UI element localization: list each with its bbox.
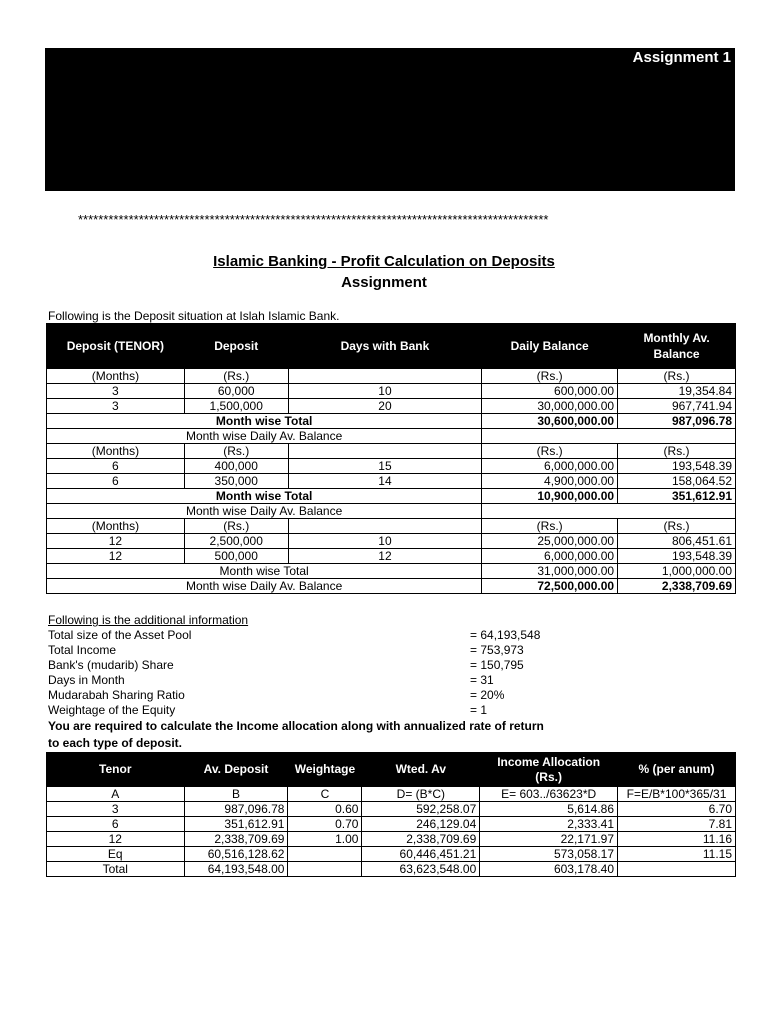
cell: 6,000,000.00 bbox=[482, 549, 618, 564]
cell: 158,064.52 bbox=[618, 474, 736, 489]
document-subtitle: Assignment bbox=[341, 274, 427, 291]
cell: 351,612.91 bbox=[184, 817, 288, 832]
cell: 22,171.97 bbox=[480, 832, 618, 847]
total-label: Month wise Total bbox=[47, 489, 482, 504]
cell: 14 bbox=[288, 474, 482, 489]
cell: 500,000 bbox=[184, 549, 288, 564]
cell: F=E/B*100*365/31 bbox=[618, 787, 736, 802]
cell: 6,000,000.00 bbox=[482, 459, 618, 474]
cell: 60,000 bbox=[184, 384, 288, 399]
units-row bbox=[47, 519, 736, 534]
cell: E= 603../63623*D bbox=[480, 787, 618, 802]
info-label: Total Income bbox=[48, 643, 117, 657]
cell: 19,354.84 bbox=[618, 384, 736, 399]
avg-label: Month wise Daily Av. Balance bbox=[47, 429, 482, 444]
allocation-table-header bbox=[47, 753, 736, 787]
assignment-title: Assignment 1 bbox=[632, 49, 731, 66]
table-row bbox=[47, 832, 736, 847]
table-row bbox=[47, 399, 736, 414]
info-value: = 150,795 bbox=[470, 658, 524, 672]
separator-line: ********************************************************************************************* bbox=[78, 212, 549, 227]
col-header: Deposit (TENOR) bbox=[47, 324, 185, 369]
col-header: Days with Bank bbox=[288, 324, 482, 369]
info-item bbox=[48, 673, 748, 688]
cell: 4,900,000.00 bbox=[482, 474, 618, 489]
cell: 1.00 bbox=[288, 832, 362, 847]
total-row bbox=[47, 414, 736, 429]
cell: 600,000.00 bbox=[482, 384, 618, 399]
cell: (Months) bbox=[47, 444, 185, 459]
total-monthly: 351,612.91 bbox=[618, 489, 736, 504]
cell: (Rs.) bbox=[184, 519, 288, 534]
total-daily: 31,000,000.00 bbox=[482, 564, 618, 579]
table-row bbox=[47, 847, 736, 862]
cell: 6 bbox=[47, 459, 185, 474]
cell: 0.70 bbox=[288, 817, 362, 832]
table-row bbox=[47, 474, 736, 489]
avg-row bbox=[47, 579, 736, 594]
avg-label: Month wise Daily Av. Balance bbox=[47, 504, 482, 519]
cell: 806,451.61 bbox=[618, 534, 736, 549]
table-row bbox=[47, 802, 736, 817]
cell: 12 bbox=[288, 549, 482, 564]
cell: 5,614.86 bbox=[480, 802, 618, 817]
col-header: Weightage bbox=[288, 753, 362, 787]
avg-label: Month wise Daily Av. Balance bbox=[47, 579, 482, 594]
cell: 11.16 bbox=[618, 832, 736, 847]
info-item bbox=[48, 658, 748, 673]
cell bbox=[288, 444, 482, 459]
cell: 30,000,000.00 bbox=[482, 399, 618, 414]
cell: 15 bbox=[288, 459, 482, 474]
cell: 2,500,000 bbox=[184, 534, 288, 549]
cell: C bbox=[288, 787, 362, 802]
info-item bbox=[48, 688, 748, 703]
cell: 3 bbox=[47, 802, 185, 817]
cell: 603,178.40 bbox=[480, 862, 618, 877]
cell: B bbox=[184, 787, 288, 802]
info-label: Total size of the Asset Pool bbox=[48, 628, 192, 642]
cell bbox=[288, 847, 362, 862]
header-banner bbox=[45, 48, 735, 191]
col-header: Wted. Av bbox=[362, 753, 480, 787]
cell bbox=[288, 862, 362, 877]
cell: 63,623,548.00 bbox=[362, 862, 480, 877]
cell: (Rs.) bbox=[184, 444, 288, 459]
document-title: Islamic Banking - Profit Calculation on Deposits bbox=[213, 253, 555, 270]
cell: 12 bbox=[47, 549, 185, 564]
table-row bbox=[47, 534, 736, 549]
info-item bbox=[48, 628, 748, 643]
cell bbox=[482, 504, 736, 519]
table-row bbox=[47, 384, 736, 399]
info-value: = 64,193,548 bbox=[470, 628, 541, 642]
intro-text: Following is the Deposit situation at Islah Islamic Bank. bbox=[48, 309, 340, 323]
info-label: Mudarabah Sharing Ratio bbox=[48, 688, 185, 702]
col-header: Daily Balance bbox=[482, 324, 618, 369]
cell: 246,129.04 bbox=[362, 817, 480, 832]
cell: Total bbox=[47, 862, 185, 877]
cell: (Rs.) bbox=[184, 369, 288, 384]
cell: 3 bbox=[47, 399, 185, 414]
total-monthly: 1,000,000.00 bbox=[618, 564, 736, 579]
cell: (Rs.) bbox=[618, 519, 736, 534]
cell: (Rs.) bbox=[618, 444, 736, 459]
cell: 25,000,000.00 bbox=[482, 534, 618, 549]
cell: (Rs.) bbox=[618, 369, 736, 384]
info-value: = 31 bbox=[470, 673, 494, 687]
total-daily: 30,600,000.00 bbox=[482, 414, 618, 429]
cell: D= (B*C) bbox=[362, 787, 480, 802]
total-row bbox=[47, 564, 736, 579]
col-header: Av. Deposit bbox=[184, 753, 288, 787]
cell: 7.81 bbox=[618, 817, 736, 832]
avg-monthly: 2,338,709.69 bbox=[618, 579, 736, 594]
cell: (Rs.) bbox=[482, 444, 618, 459]
cell: Eq bbox=[47, 847, 185, 862]
requirement-line: You are required to calculate the Income allocation along with annualized rate of return bbox=[48, 719, 544, 733]
cell: 6 bbox=[47, 817, 185, 832]
cell: 2,338,709.69 bbox=[184, 832, 288, 847]
requirement-line: to each type of deposit. bbox=[48, 736, 183, 750]
total-row bbox=[47, 862, 736, 877]
cell: 10 bbox=[288, 384, 482, 399]
avg-row bbox=[47, 429, 736, 444]
cell: (Rs.) bbox=[482, 369, 618, 384]
cell: 1,500,000 bbox=[184, 399, 288, 414]
cell: 400,000 bbox=[184, 459, 288, 474]
cell bbox=[482, 429, 736, 444]
total-label: Month wise Total bbox=[47, 414, 482, 429]
total-row bbox=[47, 489, 736, 504]
col-header: Monthly Av. Balance bbox=[618, 324, 736, 369]
info-label: Bank's (mudarib) Share bbox=[48, 658, 174, 672]
cell: 987,096.78 bbox=[184, 802, 288, 817]
deposit-table-header bbox=[47, 324, 736, 369]
units-row bbox=[47, 444, 736, 459]
cell: 10 bbox=[288, 534, 482, 549]
additional-heading: Following is the additional information bbox=[48, 613, 249, 627]
cell: 350,000 bbox=[184, 474, 288, 489]
info-value: = 753,973 bbox=[470, 643, 524, 657]
info-item bbox=[48, 703, 748, 718]
info-item bbox=[48, 643, 748, 658]
avg-row bbox=[47, 504, 736, 519]
total-label: Month wise Total bbox=[47, 564, 482, 579]
cell bbox=[288, 369, 482, 384]
cell: 11.15 bbox=[618, 847, 736, 862]
total-monthly: 987,096.78 bbox=[618, 414, 736, 429]
table-row bbox=[47, 549, 736, 564]
cell: (Months) bbox=[47, 519, 185, 534]
cell: 193,548.39 bbox=[618, 459, 736, 474]
info-value: = 1 bbox=[470, 703, 488, 717]
info-label: Days in Month bbox=[48, 673, 125, 687]
col-header: Income Allocation (Rs.) bbox=[480, 753, 618, 787]
cell: 60,516,128.62 bbox=[184, 847, 288, 862]
cell: 12 bbox=[47, 534, 185, 549]
cell: 193,548.39 bbox=[618, 549, 736, 564]
cell: 592,258.07 bbox=[362, 802, 480, 817]
cell: 6 bbox=[47, 474, 185, 489]
info-label: Weightage of the Equity bbox=[48, 703, 176, 717]
cell: (Months) bbox=[47, 369, 185, 384]
formula-row bbox=[47, 787, 736, 802]
cell: 60,446,451.21 bbox=[362, 847, 480, 862]
cell: 2,333.41 bbox=[480, 817, 618, 832]
col-header: % (per anum) bbox=[618, 753, 736, 787]
allocation-table bbox=[46, 752, 736, 877]
cell bbox=[618, 862, 736, 877]
info-value: = 20% bbox=[470, 688, 505, 702]
cell: 3 bbox=[47, 384, 185, 399]
cell: 64,193,548.00 bbox=[184, 862, 288, 877]
cell: 20 bbox=[288, 399, 482, 414]
additional-info bbox=[48, 613, 748, 752]
table-row bbox=[47, 817, 736, 832]
cell: 12 bbox=[47, 832, 185, 847]
units-row bbox=[47, 369, 736, 384]
table-row bbox=[47, 459, 736, 474]
cell: 967,741.94 bbox=[618, 399, 736, 414]
cell: 573,058.17 bbox=[480, 847, 618, 862]
col-header: Tenor bbox=[47, 753, 185, 787]
cell: 6.70 bbox=[618, 802, 736, 817]
cell: 0.60 bbox=[288, 802, 362, 817]
cell: A bbox=[47, 787, 185, 802]
cell: 2,338,709.69 bbox=[362, 832, 480, 847]
cell: (Rs.) bbox=[482, 519, 618, 534]
avg-daily: 72,500,000.00 bbox=[482, 579, 618, 594]
total-daily: 10,900,000.00 bbox=[482, 489, 618, 504]
deposit-table bbox=[46, 323, 736, 594]
col-header: Deposit bbox=[184, 324, 288, 369]
cell bbox=[288, 519, 482, 534]
